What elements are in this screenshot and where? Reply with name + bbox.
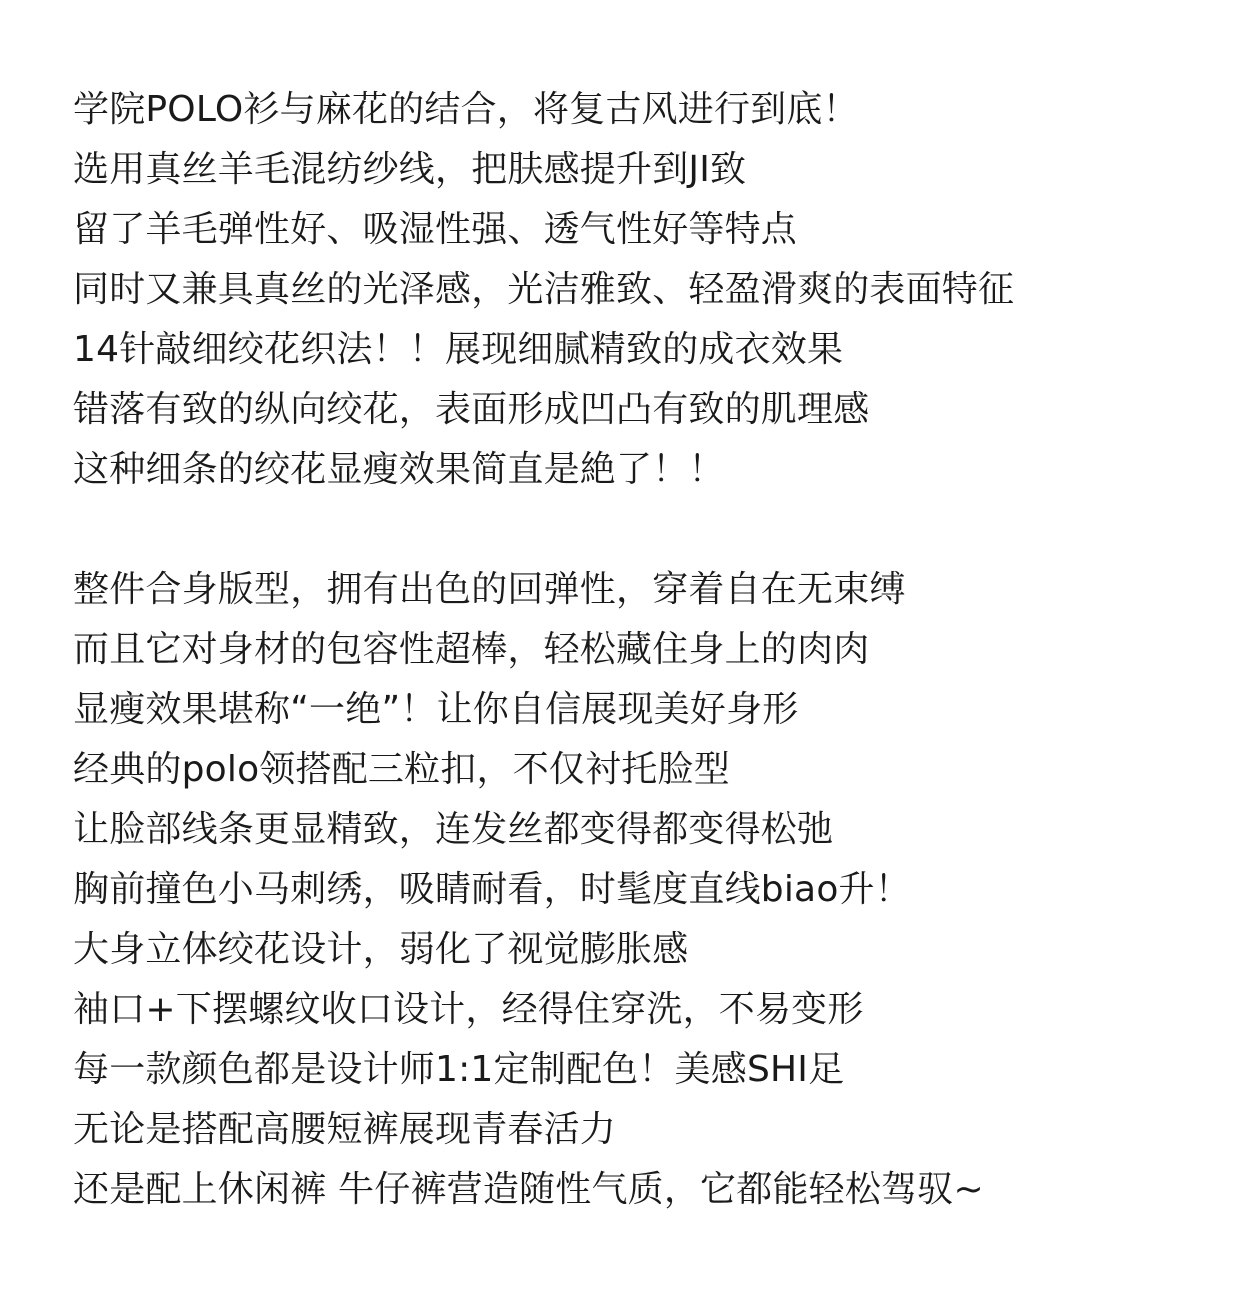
text-line: 留了羊毛弹性好、吸湿性强、透气性好等特点 [73,209,798,250]
text-line: 学院POLO衫与麻花的结合，将复古风进行到底！ [73,89,859,130]
text-line: 整件合身版型，拥有出色的回弹性，穿着自在无束缚 [73,569,906,610]
text-line: 每一款颜色都是设计师1:1定制配色！美感SHI足 [73,1049,845,1090]
text-line: 让脸部线条更显精致，连发丝都变得都变得松弛 [73,809,834,850]
text-line: 经典的polo领搭配三粒扣，不仅衬托脸型 [73,749,730,790]
paragraph-fit-and-design [73,560,1223,1220]
text-line: 而且它对身材的包容性超棒，轻松藏住身上的肉肉 [73,629,870,670]
text-line: 大身立体绞花设计，弱化了视觉膨胀感 [73,929,689,970]
text-line: 显瘦效果堪称“一绝”！让你自信展现美好身形 [73,689,799,730]
text-line: 袖口+下摆螺纹收口设计，经得住穿洗，不易变形 [73,989,864,1030]
text-line: 这种细条的绞花显瘦效果简直是絶了！！ [73,449,725,490]
text-line: 同时又兼具真丝的光泽感，光洁雅致、轻盈滑爽的表面特征 [73,269,1015,310]
text-line: 还是配上休闲裤 牛仔裤营造随性气质，它都能轻松驾驭~ [73,1169,984,1210]
text-line: 错落有致的纵向绞花，表面形成凹凸有致的肌理感 [73,389,870,430]
paragraph-material [73,80,1223,500]
text-line: 选用真丝羊毛混纺纱线，把肤感提升到JI致 [73,149,747,190]
text-line: 14针敲细绞花织法！！展现细腻精致的成衣效果 [73,329,844,370]
text-line: 胸前撞色小马刺绣，吸睛耐看，时髦度直线biao升！ [73,869,911,910]
product-description [73,80,1223,1220]
text-line: 无论是搭配高腰短裤展现青春活力 [73,1109,617,1150]
